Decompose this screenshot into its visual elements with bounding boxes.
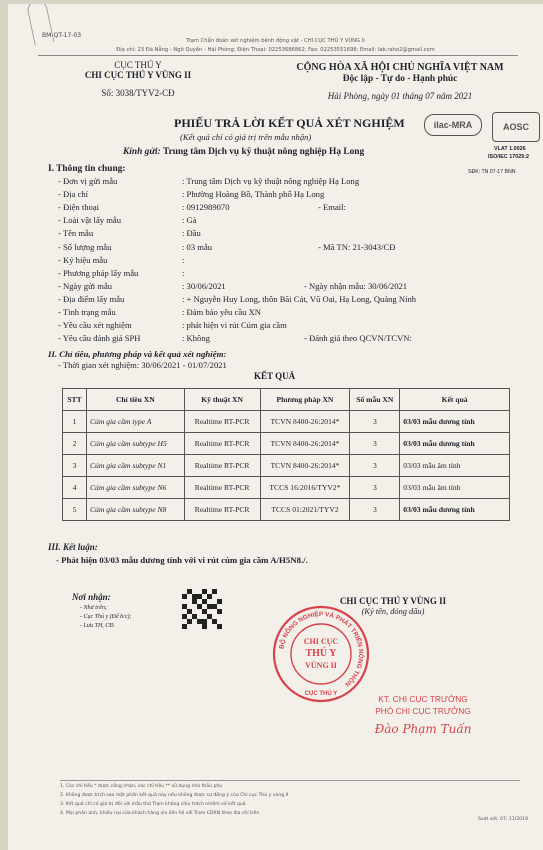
stamp-bottom-text: CỤC THÚ Y (304, 691, 338, 697)
info-value: : phát hiện vi rút Cúm gia cầm (182, 320, 287, 331)
registration-code: SĐK: TN 07-17 BNN (468, 169, 516, 175)
table-cell: 4 (63, 477, 87, 499)
ilac-mra-logo: ilac-MRA (424, 114, 482, 136)
signer-title2: PHÓ CHI CỤC TRƯỞNG (375, 706, 471, 716)
signer-org: CHI CỤC THÚ Y VÙNG II (339, 596, 447, 606)
footnote: 4. Mọi phản ánh, khiếu nại của khách hàng xin liên hệ với Trạm CĐXN theo địa chỉ trên (60, 811, 260, 816)
table-cell: 3 (350, 477, 400, 499)
receiver-item: - Cục Thú y (Để b/c); (80, 614, 132, 620)
section3-title: III. Kết luận: (48, 542, 98, 552)
table-header-cell: Kết quả (400, 389, 510, 411)
table-header-cell: STT (63, 389, 87, 411)
table-cell: 03/03 mẫu dương tính (400, 433, 510, 455)
table-row (63, 477, 510, 499)
table-cell: 3 (63, 455, 87, 477)
test-time: - Thời gian xét nghiệm: 30/06/2021 - 01/07/2021 (58, 360, 227, 370)
document-subtitle: (Kết quả chỉ có giá trị trên mẫu nhận) (180, 132, 312, 142)
nation-motto: Độc lập - Tự do - Hạnh phúc (342, 74, 458, 84)
info-label: - Địa chỉ (58, 189, 89, 200)
table-cell: 1 (63, 411, 87, 433)
info-value: : Phường Hoàng Bồ, Thành phố Hạ Long (182, 189, 325, 200)
table-cell: Realtime RT-PCR (184, 433, 260, 455)
stamp-line3: VÙNG II (305, 661, 337, 670)
conclusion-text: - Phát hiện 03/03 mẫu dương tính với vi rút cúm gia cầm A/H5N8./. (56, 555, 308, 565)
table-cell: Cúm gia cầm subtype N1 (86, 455, 184, 477)
info-value: : Trung tâm Dịch vụ kỹ thuật nông nghiệp Hạ Long (182, 176, 360, 186)
info-value: : + Nguyễn Huy Long, thôn Bãi Cát, Vũ Oai, Hạ Long, Quảng Ninh (182, 293, 417, 304)
table-header-cell: Chỉ tiêu XN (86, 389, 184, 411)
footnote: 1. Các chỉ tiêu * được công nhận, các chỉ tiêu ** sử dụng nhà thầu phụ (60, 784, 223, 789)
info-label: - Ngày gửi mẫu (58, 280, 113, 291)
table-cell: TCCS 16:2016/TYV2* (260, 477, 350, 499)
table-cell: 03/03 mẫu âm tính (400, 477, 510, 499)
table-cell: TCCS 01:2021/TYV2 (260, 499, 350, 521)
table-cell: Realtime RT-PCR (184, 411, 260, 433)
lab-address-line: Địa chỉ: 23 Đà Nẵng - Ngô Quyền - Hải Phòng; Điện Thoại: 02253686862; Fax: 02253551698; Email: lab.raho2@gmail.com (116, 47, 435, 53)
qr-code (182, 589, 222, 629)
info-extra: - Mã TN: 21-3043/CĐ (318, 241, 396, 252)
table-header-cell: Kỹ thuật XN (184, 389, 260, 411)
recipient-label: Kính gửi: (123, 147, 161, 157)
table-cell: Cúm gia cầm subtype H5 (86, 433, 184, 455)
info-value: : Không (182, 333, 210, 344)
signer-title1: KT. CHI CỤC TRƯỞNG (378, 694, 468, 704)
info-extra: - Ngày nhận mẫu: 30/06/2021 (304, 280, 408, 291)
info-value: : (182, 254, 185, 265)
recipient-name: Trung tâm Dịch vụ kỹ thuật nông nghiệp Hạ Long (163, 147, 365, 157)
result-heading: KẾT QUẢ (254, 371, 296, 381)
results-table (62, 388, 510, 521)
footnote: 2. Không được trích sao một phần kết quả này nếu không được sự đồng ý của Chi cục Thú y vùng II (60, 793, 289, 798)
info-value: : Gà (182, 215, 197, 226)
info-label: - Tên mẫu (58, 228, 94, 239)
stamp-ring-text: BỘ NÔNG NGHIỆP VÀ PHÁT TRIỂN NÔNG THÔN (278, 610, 365, 688)
doc-code: BM-QT-17-03 (42, 32, 82, 39)
stamp-line2: THÚ Y (305, 648, 337, 659)
table-cell: Realtime RT-PCR (184, 477, 260, 499)
info-value: : 30/06/2021 (182, 280, 226, 291)
info-label: - Tình trạng mẫu (58, 307, 116, 317)
info-label: - Loài vật lấy mẫu (58, 215, 121, 226)
info-label: - Yêu cầu xét nghiệm (58, 320, 132, 331)
info-label: - Yêu cầu đánh giá SPH (58, 333, 141, 344)
table-cell: 2 (63, 433, 87, 455)
info-extra: - Đánh giá theo QCVN/TCVN: (304, 333, 412, 344)
info-value: : Đảm bảo yêu cầu XN (182, 307, 261, 317)
table-row (63, 499, 510, 521)
table-header-cell: Số mẫu XN (350, 389, 400, 411)
table-cell: 3 (350, 433, 400, 455)
official-stamp (271, 604, 371, 704)
table-cell: 5 (63, 499, 87, 521)
info-extra: - Email: (318, 202, 346, 213)
org-line2: CHI CỤC THÚ Y VÙNG II (84, 70, 192, 80)
table-row (63, 411, 510, 433)
table-cell: TCVN 8400-26:2014* (260, 433, 350, 455)
table-cell: 03/03 mẫu dương tính (400, 499, 510, 521)
table-cell: Cúm gia cầm subtype N6 (86, 477, 184, 499)
receiver-item: - Như trên; (80, 605, 107, 611)
lab-name-line: Trạm Chẩn đoán xét nghiệm bệnh động vật - CHI CỤC THÚ Y VÙNG II (186, 38, 365, 44)
stamp-line1: CHI CỤC (303, 637, 339, 646)
table-cell: Realtime RT-PCR (184, 455, 260, 477)
table-cell: 3 (350, 499, 400, 521)
table-row (63, 455, 510, 477)
document-title: PHIẾU TRẢ LỜI KẾT QUẢ XÉT NGHIỆM (174, 116, 405, 130)
recipient-line (123, 147, 364, 157)
aosc-logo: AOSC (492, 112, 540, 142)
table-cell: Cúm gia cầm type A (86, 411, 184, 433)
table-header-row (63, 389, 510, 411)
signer-name: Đào Phạm Tuấn (374, 722, 472, 736)
table-header-cell: Phương pháp XN (260, 389, 350, 411)
nation-title: CỘNG HÒA XÃ HỘI CHỦ NGHĨA VIỆT NAM (296, 62, 504, 73)
section2-title: II. Chỉ tiêu, phương pháp và kết quả xét nghiệm: (48, 349, 227, 359)
info-label: - Phương pháp lấy mẫu (58, 267, 139, 278)
receivers-title: Nơi nhận: (72, 592, 111, 602)
receiver-item: - Lưu TH, CĐ. (80, 623, 116, 629)
section1-title: I. Thông tin chung: (48, 164, 126, 174)
table-row (63, 433, 510, 455)
table-cell: TCVN 8400-26:2014* (260, 455, 350, 477)
table-cell: 3 (350, 411, 400, 433)
doc-number: Số: 3038/TYV2-CĐ (101, 88, 175, 98)
info-value: : (182, 267, 185, 278)
table-cell: 03/03 mẫu dương tính (400, 411, 510, 433)
info-label: - Điện thoại (58, 202, 100, 213)
table-cell: Cúm gia cầm subtype N8 (86, 499, 184, 521)
table-cell: 03/03 mẫu âm tính (400, 455, 510, 477)
info-label: - Ký hiệu mẫu (58, 254, 108, 265)
org-line1: CỤC THÚ Y (114, 60, 162, 70)
revision-note: Soát xét: 07; 11/2019 (478, 817, 528, 822)
info-value: : 03 mẫu (182, 241, 213, 252)
table-cell: TCVN 8400-26:2014* (260, 411, 350, 433)
info-label: - Số lượng mẫu (58, 241, 112, 252)
header-rule (38, 55, 518, 56)
vlat-code: VLAT 1.0026 (494, 146, 526, 152)
info-label: - Địa điểm lấy mẫu (58, 293, 125, 304)
table-cell: 3 (350, 455, 400, 477)
table-cell: Realtime RT-PCR (184, 499, 260, 521)
footnote: 3. Kết quả chỉ có giá trị đối với mẫu thử Trạm không chịu trách nhiệm về kết quả (60, 802, 246, 807)
issue-date: Hải Phòng, ngày 01 tháng 07 năm 2021 (327, 91, 473, 101)
info-value: : Đầu (182, 228, 201, 239)
iso-code: ISO/IEC 17025:2 (488, 154, 530, 160)
info-label: - Đơn vị gửi mẫu (58, 176, 118, 186)
signer-note: (Ký tên, đóng dấu) (361, 607, 425, 616)
info-value: : 0912989070 (182, 202, 230, 213)
footer-rule (60, 780, 520, 781)
document-page (8, 4, 543, 850)
